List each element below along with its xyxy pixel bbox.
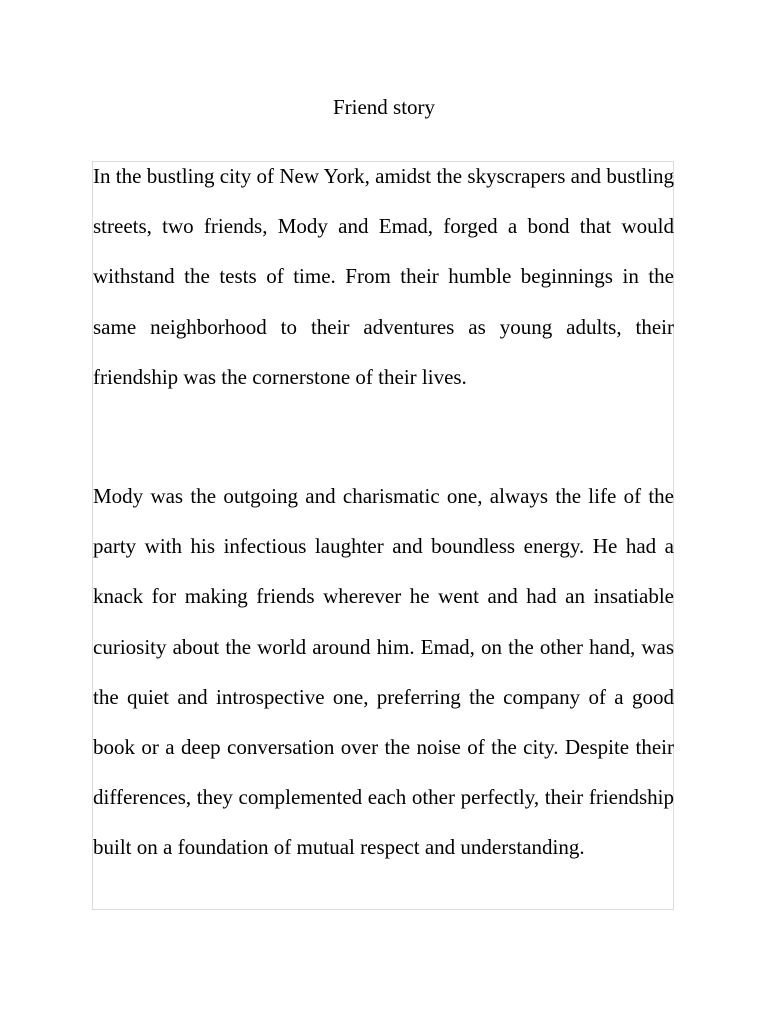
paragraph-1: In the bustling city of New York, amidst the skyscrapers and bustling streets, two friends, Mody and Emad, forged a bond that would withstand the tests of time. From their humble beginnings in the same neighborhood to their adventures as young adults, their friendship was the cornerstone of their lives.: [93, 164, 674, 389]
document-title: Friend story: [332, 95, 436, 119]
paragraph-2: Mody was the outgoing and charismatic one, always the life of the party with his infectious laughter and boundless energy. He had a knack for making friends wherever he went and had an insatiable curiosity about the world around him. Emad, on the other hand, was the quiet and introspective one, preferring the company of a good book or a deep conversation over the noise of the city. Despite their differences, they complemented each other perfectly, their friendship built on a foundation of mutual respect and understanding.: [93, 484, 674, 860]
